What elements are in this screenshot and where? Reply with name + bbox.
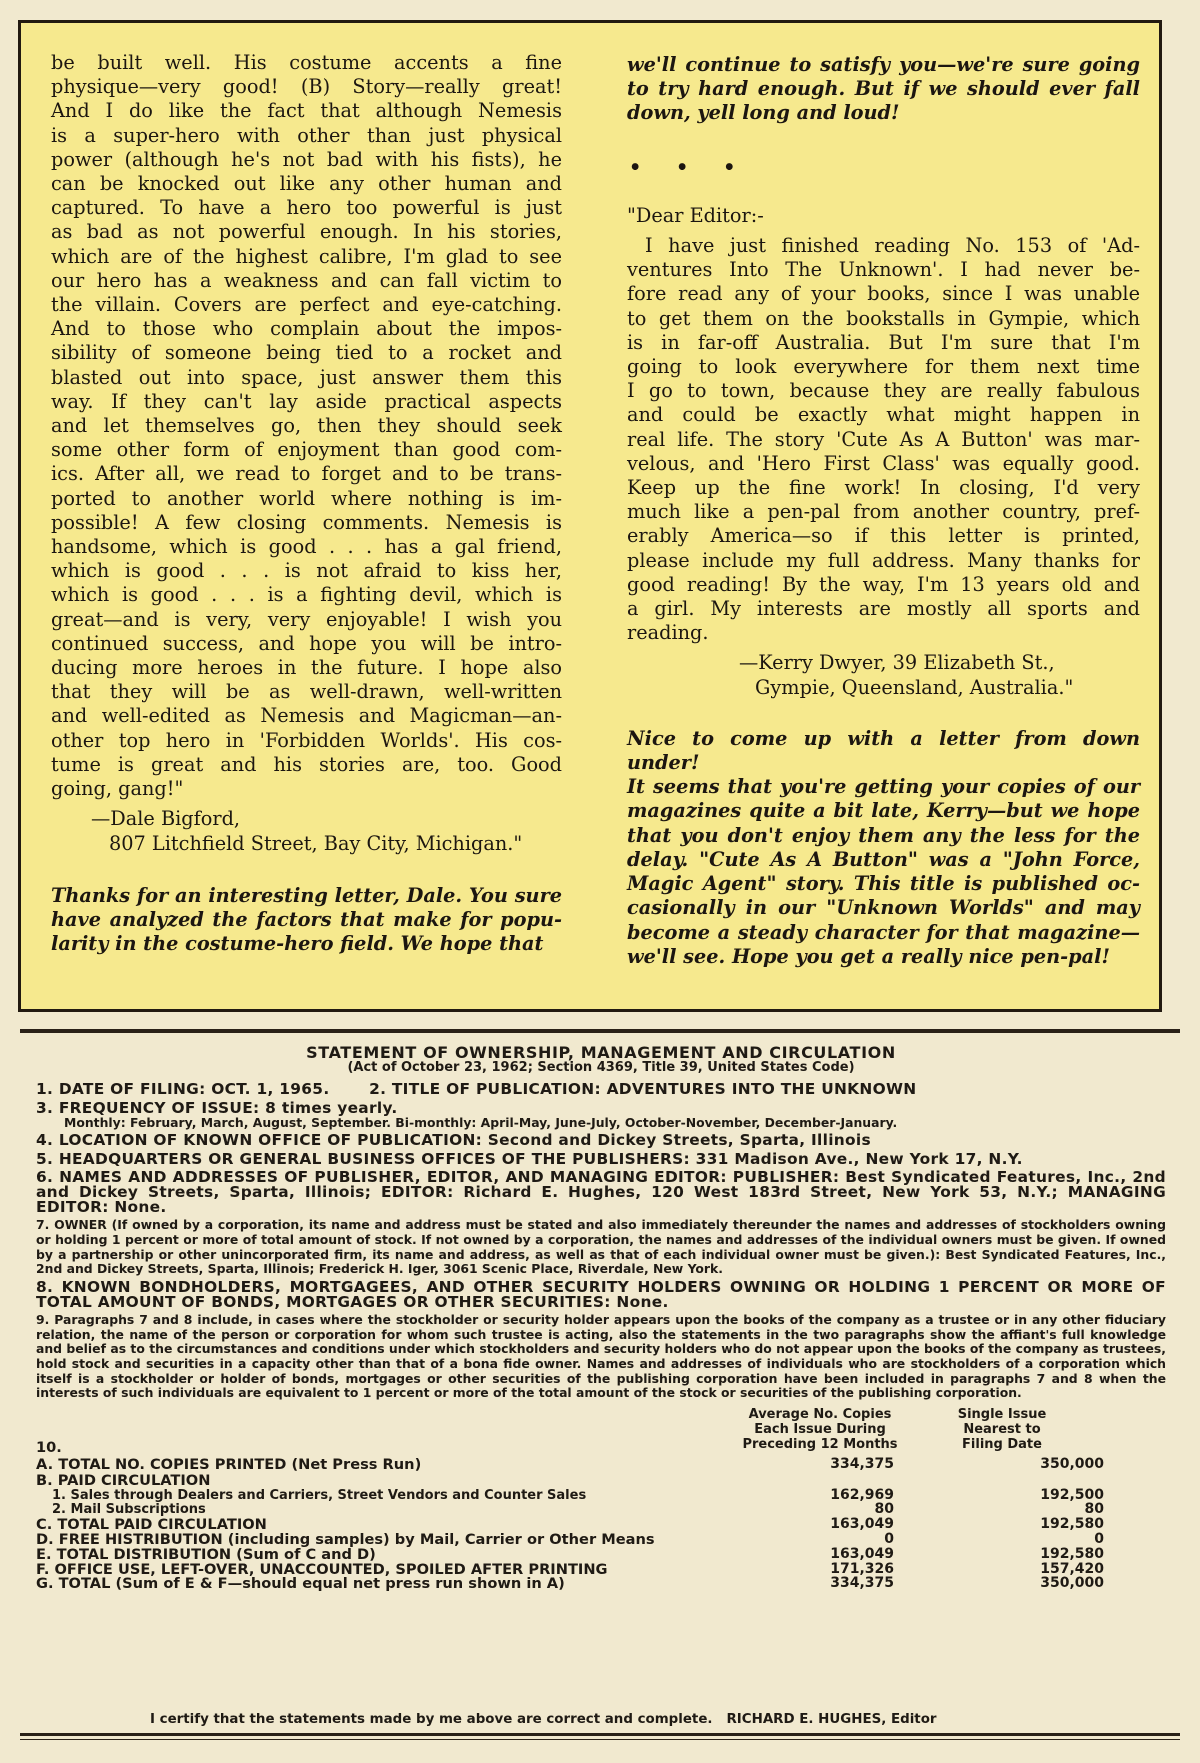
letter-bigford-body bbox=[51, 51, 562, 801]
row-label: A. TOTAL NO. COPIES PRINTED (Net Press Run) bbox=[36, 1455, 422, 1473]
letter-bigford-line: going, gang!" bbox=[51, 777, 184, 801]
row-label: F. OFFICE USE, LEFT-OVER, UNACCOUNTED, SPOILED AFTER PRINTING bbox=[36, 1560, 608, 1578]
letter-bigford-line: and well-edited as Nemesis and Magicman—an- bbox=[51, 704, 562, 728]
row-average-value: 334,375 bbox=[830, 1455, 894, 1472]
letter-bigford-line: great—and is very, very enjoyable! I wish you bbox=[51, 607, 562, 631]
signature-dwyer-line2: Gympie, Queensland, Australia." bbox=[755, 675, 1074, 699]
letter-bigford-line: can be knocked out like any other human and bbox=[51, 172, 562, 196]
letter-dwyer-line: to get them on the bookstalls in Gympie, which bbox=[627, 306, 1140, 330]
letter-dwyer-line: erably America—so if this letter is printed, bbox=[627, 524, 1140, 548]
row-single-value: 80 bbox=[1084, 1500, 1104, 1517]
reply-dwyer-line: that you don't enjoy them any the less for the bbox=[627, 823, 1140, 847]
row-average-value: 171,326 bbox=[830, 1560, 894, 1577]
letter-bigford-line: ducing more heroes in the future. I hope also bbox=[51, 656, 562, 680]
letter-bigford-line: power (although he's not bad with his fists), he bbox=[51, 147, 562, 171]
divider-rule bbox=[20, 1029, 1180, 1033]
statement-item-5: 5. HEADQUARTERS OR GENERAL BUSINESS OFFICES OF THE PUBLISHERS: 331 Madison Ave., New York 17, N.Y. bbox=[36, 1149, 1023, 1168]
certification-line: I certify that the statements made by me above are correct and complete. RICHARD E. HUGHES, Editor bbox=[150, 1712, 937, 1727]
circulation-table bbox=[36, 1407, 1166, 1607]
letter-bigford-line: which are of the highest calibre, I'm glad to see bbox=[51, 244, 562, 268]
letter-dwyer-line: is in far-off Australia. But I'm sure that I'm bbox=[627, 330, 1140, 354]
row-label: D. FREE HISTRIBUTION (including samples) by Mail, Carrier or Other Means bbox=[36, 1530, 655, 1548]
reply-bigford-cont-line: down, yell long and loud! bbox=[627, 101, 900, 125]
reply-dwyer-line: we'll see. Hope you get a really nice pen-pal! bbox=[627, 944, 1110, 968]
letter-dwyer-line: reading. bbox=[627, 621, 709, 645]
reply-bigford-line: Thanks for an interesting letter, Dale. You sure bbox=[51, 883, 562, 907]
row-single-value: 192,500 bbox=[1040, 1486, 1104, 1503]
letter-dwyer-body bbox=[627, 234, 1140, 645]
statement-item-3: 3. FREQUENCY OF ISSUE: 8 times yearly. bbox=[36, 1098, 398, 1117]
reply-dwyer-line: Magic Agent" story. This title is published oc- bbox=[627, 872, 1140, 896]
row-single-value: 157,420 bbox=[1040, 1560, 1104, 1577]
reply-bigford-cont-line: to try hard enough. But if we should ever fall bbox=[627, 77, 1140, 101]
row-label: G. TOTAL (Sum of E & F—should equal net press run shown in A) bbox=[36, 1574, 565, 1592]
row-single-value: 192,580 bbox=[1040, 1545, 1104, 1562]
letter-bigford-line: some other form of enjoyment than good com- bbox=[51, 438, 562, 462]
reply-bigford-line: have analyzed the factors that make for popu- bbox=[51, 907, 562, 931]
letter-dwyer-line: real life. The story 'Cute As A Button' was mar- bbox=[627, 427, 1140, 451]
header-average-copies: Average No. Copies Each Issue During Preceding 12 Months bbox=[742, 1406, 898, 1452]
row-label: 1. Sales through Dealers and Carriers, Street Vendors and Counter Sales bbox=[52, 1487, 587, 1503]
letter-bigford-line: other top hero in 'Forbidden Worlds'. His cos- bbox=[51, 728, 562, 752]
signature-dwyer-line1: —Kerry Dwyer, 39 Elizabeth St., bbox=[739, 651, 1055, 675]
letter-dwyer-line: velous, and 'Hero First Class' was equally good. bbox=[627, 451, 1140, 475]
letter-bigford-line: is a super-hero with other than just physical bbox=[51, 123, 562, 147]
reply-dwyer-line: casionally in our "Unknown Worlds" and may bbox=[627, 896, 1140, 920]
signature-bigford-address: 807 Litchfield Street, Bay City, Michigan." bbox=[109, 831, 523, 855]
reply-bigford-cont-line: we'll continue to satisfy you—we're sure going bbox=[627, 53, 1140, 76]
letter-dwyer-line: ventures Into The Unknown'. I had never be- bbox=[627, 258, 1140, 282]
row-average-value: 163,049 bbox=[830, 1515, 894, 1532]
statement-item-3-detail: Monthly: February, March, August, September. Bi-monthly: April-May, June-July, October-November, December-January. bbox=[64, 1114, 898, 1130]
reply-dwyer-line: magazines quite a bit late, Kerry—but we hope bbox=[627, 799, 1140, 823]
signature-bigford-name: —Dale Bigford, bbox=[91, 807, 241, 831]
letters-column-box bbox=[18, 20, 1162, 1012]
letter-bigford-line: tume is great and his stories are, too. Good bbox=[51, 752, 562, 776]
letter-bigford-line: be built well. His costume accents a fine bbox=[51, 51, 562, 74]
row-single-value: 0 bbox=[1094, 1530, 1104, 1547]
row-single-value: 350,000 bbox=[1040, 1455, 1104, 1472]
table-row bbox=[36, 1576, 1166, 1592]
reply-dwyer-line: delay. "Cute As A Button" was a "John Force, bbox=[627, 847, 1140, 871]
letter-bigford-line: which is good . . . is a fighting devil, which is bbox=[51, 583, 562, 607]
editor-reply-dwyer bbox=[627, 727, 1140, 969]
letter-bigford-line: our hero has a weakness and can fall victim to bbox=[51, 268, 562, 292]
statement-item-4: 4. LOCATION OF KNOWN OFFICE OF PUBLICATION: Second and Dickey Streets, Sparta, Illinois bbox=[36, 1131, 871, 1150]
statement-item-1-2: 1. DATE OF FILING: OCT. 1, 1965. 2. TITLE OF PUBLICATION: ADVENTURES INTO THE UNKNOWN bbox=[36, 1080, 917, 1099]
ownership-statement bbox=[36, 1045, 1166, 1607]
reply-bigford-line: larity in the costume-hero field. We hope that bbox=[51, 932, 544, 956]
letter-bigford-line: And to those who complain about the impos- bbox=[51, 317, 562, 341]
letter-bigford-line: blasted out into space, just answer them this bbox=[51, 365, 562, 389]
row-label: E. TOTAL DISTRIBUTION (Sum of C and D) bbox=[36, 1545, 376, 1563]
letter-dwyer-line: Keep up the fine work! In closing, I'd very bbox=[627, 476, 1140, 500]
letter-bigford-line: ics. After all, we read to forget and to be trans- bbox=[51, 462, 562, 486]
row-average-value: 80 bbox=[874, 1500, 894, 1517]
editor-reply-bigford bbox=[51, 884, 562, 957]
reply-dwyer-line: Nice to come up with a letter from down under! bbox=[627, 726, 1140, 775]
row-label: C. TOTAL PAID CIRCULATION bbox=[36, 1515, 267, 1533]
section-separator: • • • bbox=[629, 155, 750, 179]
letter-bigford-line: continued success, and hope you will be intro- bbox=[51, 631, 562, 655]
letter-bigford-line: possible! A few closing comments. Nemesis is bbox=[51, 510, 562, 534]
letter-bigford-line: that they will be as well-drawn, well-written bbox=[51, 680, 562, 704]
letter-dwyer-line: good reading! By the way, I'm 13 years old and bbox=[627, 572, 1140, 596]
bottom-rule-thin bbox=[20, 1739, 1180, 1740]
row-average-value: 163,049 bbox=[830, 1545, 894, 1562]
left-column bbox=[51, 51, 562, 956]
letter-bigford-line: And I do like the fact that although Nemesis bbox=[51, 99, 562, 123]
statement-act: (Act of October 23, 1962; Section 4369, Title 39, United States Code) bbox=[347, 1060, 855, 1076]
statement-item-8: 8. KNOWN BONDHOLDERS, MORTGAGEES, AND OTHER SECURITY HOLDERS OWNING OR HOLDING 1 PERCENT OR MORE OF TOTAL AMOUNT OF BONDS, MORTGAGES OR OTHER SECURITIES: None. bbox=[36, 1277, 1166, 1311]
row-average-value: 0 bbox=[884, 1530, 894, 1547]
row-single-value: 350,000 bbox=[1040, 1574, 1104, 1591]
reply-dwyer-line: It seems that you're getting your copies of our bbox=[627, 775, 1140, 799]
letter-bigford-line: physique—very good! (B) Story—really great! bbox=[51, 75, 562, 99]
statement-item-9: 9. Paragraphs 7 and 8 include, in cases where the stockholder or security holder appears upon the books of the company as a trustee or in any other fiduciary relation, the name of the person or corporation for whom such trustee is acting, also the statements in the two paragraphs show the affiant's full knowledge and belief as to the circumstances and conditions under which stockholders and security holders who do not appear upon the books of the company as trustees, hold stock and securities in a capacity other than that of a bona fide owner. Names and addresses of individuals who are stockholders of a corporation which itself is a stockholder or holder of bonds, mortgages or other securities of the publishing corporation have been included in paragraphs 7 and 8 when the interests of such individuals are equivalent to 1 percent or more of the total amount of the stock or securities of the publishing corporation. bbox=[36, 1312, 1166, 1401]
letter-dwyer-line: a girl. My interests are mostly all sports and bbox=[627, 597, 1140, 621]
letter-bigford-line: handsome, which is good . . . has a gal friend, bbox=[51, 535, 562, 559]
letter-bigford-line: sibility of someone being tied to a rocket and bbox=[51, 341, 562, 365]
statement-item-7: 7. OWNER (If owned by a corporation, its name and address must be stated and also immediately thereunder the names and addresses of stockholders owning or holding 1 percent or more of total amount of stock. If not owned by a corporation, the names and addresses of the individual owners must be given. If owned by a partnership or other unincorporated firm, its name and address, as well as that of each individual owner must be given.): Best Syndicated Features, Inc., 2nd and Dickey Streets, Sparta, Illinois; Frederick H. Iger, 3061 Scenic Place, Riverdale, New York. bbox=[36, 1217, 1166, 1277]
letter-dwyer-line: going to look everywhere for them next time bbox=[627, 355, 1140, 379]
item-10-label: 10. bbox=[36, 1438, 62, 1456]
letter-bigford-line: way. If they can't lay aside practical aspects bbox=[51, 389, 562, 413]
letter-bigford-line: which is good . . . is not afraid to kiss her, bbox=[51, 559, 562, 583]
letter-bigford-line: ported to another world where nothing is im- bbox=[51, 486, 562, 510]
row-average-value: 334,375 bbox=[830, 1574, 894, 1591]
letter-bigford-line: as bad as not powerful enough. In his stories, bbox=[51, 220, 562, 244]
statement-title: STATEMENT OF OWNERSHIP, MANAGEMENT AND CIRCULATION bbox=[306, 1043, 896, 1062]
salutation-dear-editor: "Dear Editor:- bbox=[627, 203, 764, 227]
row-average-value: 162,969 bbox=[830, 1486, 894, 1503]
right-column bbox=[627, 53, 1140, 969]
row-single-value: 192,580 bbox=[1040, 1515, 1104, 1532]
letter-bigford-line: and let themselves go, then they should seek bbox=[51, 414, 562, 438]
letter-dwyer-line: I have just finished reading No. 153 of 'Ad- bbox=[645, 234, 1140, 258]
row-label: B. PAID CIRCULATION bbox=[36, 1471, 211, 1489]
letter-dwyer-line: fore read any of your books, since I was unable bbox=[627, 282, 1140, 306]
row-label: 2. Mail Subscriptions bbox=[52, 1501, 206, 1517]
letter-dwyer-line: please include my full address. Many thanks for bbox=[627, 548, 1140, 572]
statement-item-6: 6. NAMES AND ADDRESSES OF PUBLISHER, EDITOR, AND MANAGING EDITOR: PUBLISHER: Best Syndicated Features, Inc., 2nd and Dickey Streets, Sparta, Illinois; EDITOR: Richard E. Hughes, 120 West 183rd Street, New York 53, N.Y.; MANAGING EDITOR: None. bbox=[36, 1167, 1166, 1217]
bottom-rule bbox=[20, 1733, 1180, 1736]
table-row bbox=[36, 1473, 1166, 1489]
table-row bbox=[36, 1457, 1166, 1473]
header-single-issue: Single Issue Nearest to Filing Date bbox=[957, 1406, 1047, 1452]
letter-bigford-line: the villain. Covers are perfect and eye-catching. bbox=[51, 293, 562, 317]
editor-reply-bigford-continued bbox=[627, 53, 1140, 126]
letter-dwyer-line: I go to town, because they are really fabulous bbox=[627, 379, 1140, 403]
reply-dwyer-line: become a steady character for that magazine— bbox=[627, 920, 1140, 944]
letter-dwyer-line: and could be exactly what might happen in bbox=[627, 403, 1140, 427]
letter-dwyer-line: much like a pen-pal from another country, pref- bbox=[627, 500, 1140, 524]
letter-bigford-line: captured. To have a hero too powerful is just bbox=[51, 196, 562, 220]
